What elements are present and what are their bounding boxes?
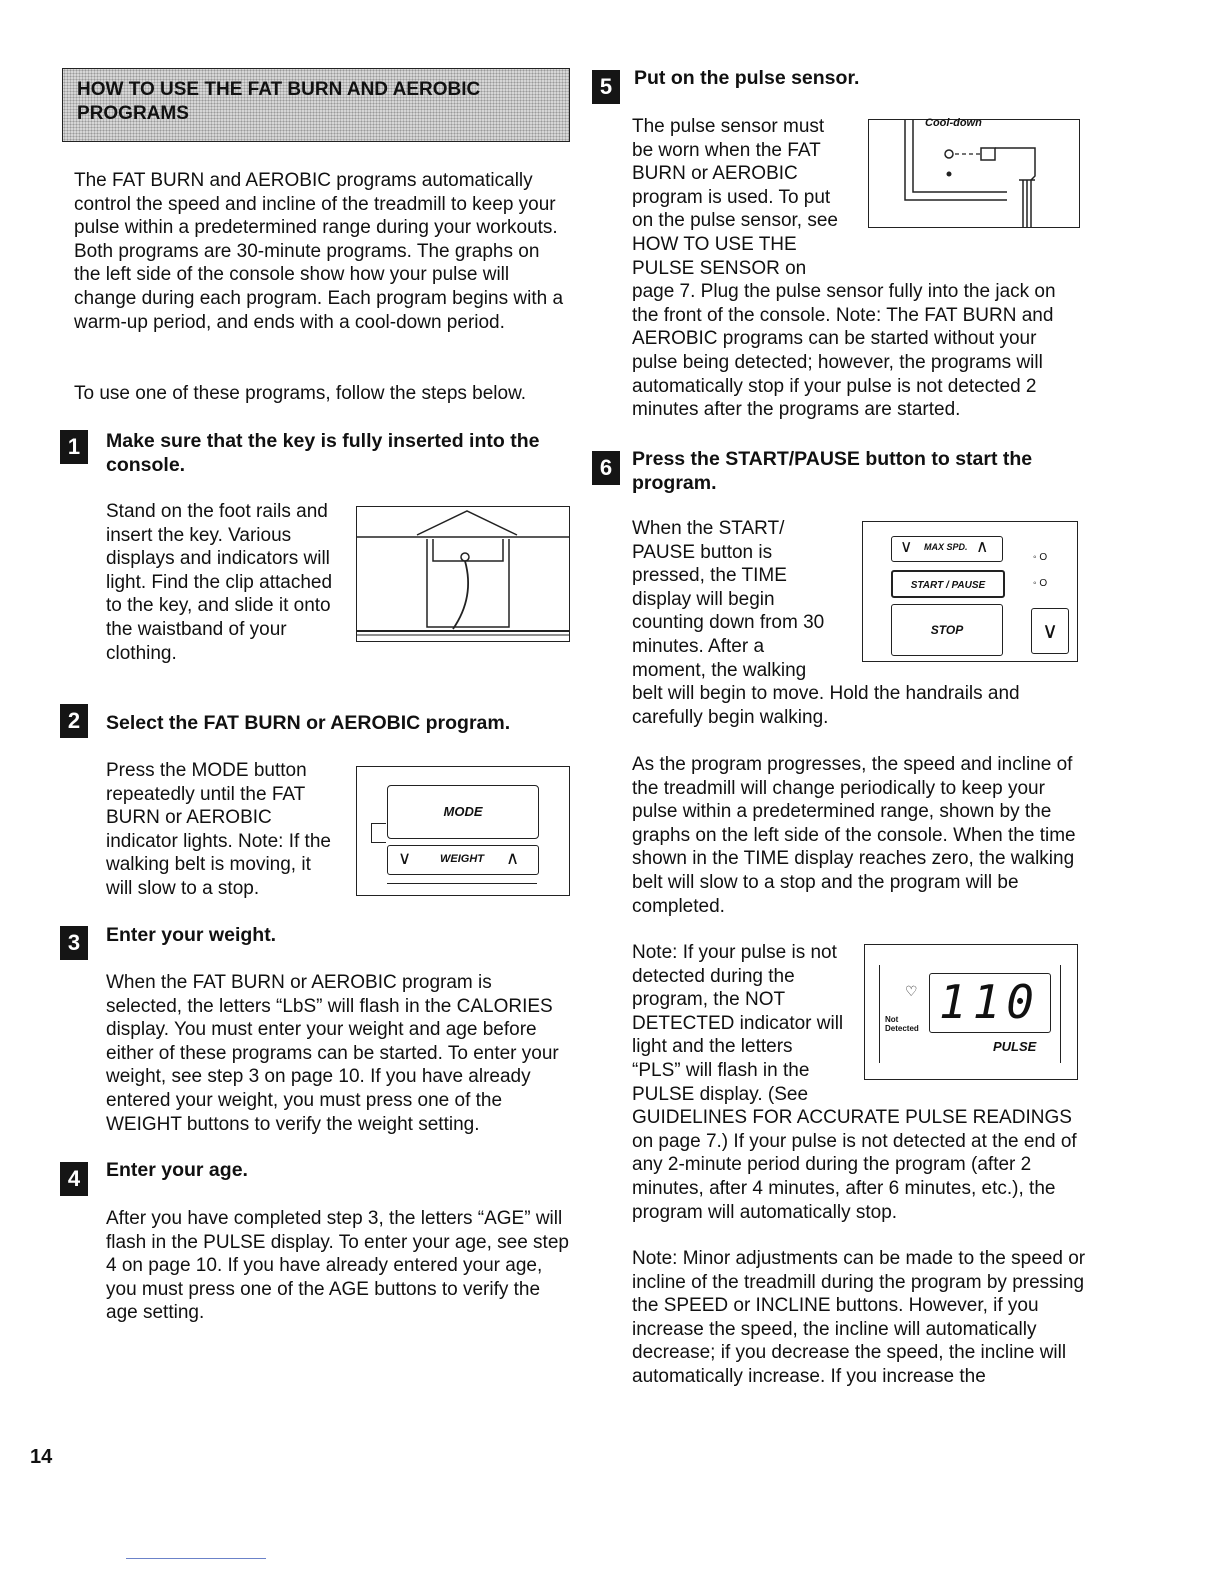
stop-button[interactable]: [891, 604, 1003, 656]
pulse-display-bezel: [879, 965, 1061, 1063]
weight-label: WEIGHT: [440, 853, 484, 865]
key-illustration: [357, 507, 569, 641]
maxspd-label: MAX SPD.: [924, 542, 968, 552]
mode-console-figure: [356, 766, 570, 896]
weight-down-icon[interactable]: ∨: [398, 848, 412, 868]
step-5-body-text: The pulse sensor must be worn when the FAT BURN or AEROBIC program is used. To put on the pulse sensor, see HOW TO USE THE PULSE SENSOR on page 7. Plug the pulse sensor fully into the jack on the front of the console. Note: The FAT BURN and AEROBIC programs can be started without your pulse being detected; however, the programs will automatically stop if your pulse is not detected 2 minutes after the programs are started.: [632, 116, 1056, 421]
step-6-paragraph-4: Note: Minor adjustments can be made to the speed or incline of the treadmill during the program by pressing the SPEED or INCLINE buttons. However, if you increase the speed, the incline will automatically decrease; if you decrease the speed, the incline will automatically increase. If you increase the: [632, 1248, 1086, 1387]
step-5-title: Put on the pulse sensor.: [634, 67, 860, 89]
intro-paragraph-2: To use one of these programs, follow the steps below.: [74, 383, 527, 404]
step-1-body: Stand on the foot rails and insert the key. Various displays and indicators will light. Find the clip attached to the key, and slide it onto the waistband of your clothing.: [106, 501, 333, 664]
heart-icon: ♡: [905, 983, 918, 999]
mode-button[interactable]: [387, 785, 539, 839]
mode-button-label: MODE: [443, 804, 483, 819]
weight-up-icon[interactable]: ∧: [506, 848, 520, 868]
maxspd-down-icon[interactable]: ∨: [900, 537, 913, 556]
pulse-label: PULSE: [993, 1039, 1037, 1054]
step-6-number: 6: [592, 451, 620, 485]
not-detected-indicator: Not Detected: [885, 1015, 919, 1033]
pulse-jack-illustration: [869, 120, 1079, 227]
intro-paragraph: The FAT BURN and AEROBIC programs automatically control the speed and incline of the treadmill to keep your pulse within a predetermined range during your workouts. Both programs are 30-minute programs. The graphs on the left side of the console show how your pulse will change during each program. Each program begins with a warm-up period, and ends with a cool-down period.: [74, 170, 564, 333]
start-pause-label: START / PAUSE: [910, 580, 986, 591]
lower-button-edge: [387, 883, 537, 894]
step-3-body: When the FAT BURN or AEROBIC program is selected, the letters “LbS” will flash in the CALORIES display. You must enter your weight and age before either of these programs can be started. To enter your weight, see step 3 on page 10. If you have already entered your weight, you must press one of the WEIGHT buttons to verify the weight setting.: [106, 972, 559, 1135]
start-pause-button[interactable]: [891, 570, 1005, 598]
step-4-number: 4: [60, 1162, 88, 1196]
step-4-title: Enter your age.: [106, 1159, 248, 1181]
maxspd-up-icon[interactable]: ∧: [976, 537, 989, 556]
key-console-figure: [356, 506, 570, 642]
section-title: HOW TO USE THE FAT BURN AND AEROBIC PROGRAMS: [77, 79, 481, 124]
pulse-digits: 110: [938, 975, 1040, 1029]
step-2-body: Press the MODE button repeatedly until the FAT BURN or AEROBIC indicator lights. Note: If the walking belt is moving, it will slow to a stop.: [106, 760, 331, 899]
step-2-title: Select the FAT BURN or AEROBIC program.: [106, 712, 511, 734]
weight-button-group: [387, 845, 539, 875]
max-speed-button-group: [891, 536, 1003, 562]
down-arrow-button[interactable]: ∨: [1031, 608, 1069, 654]
step-1-title: Make sure that the key is fully inserted into the console.: [106, 430, 540, 476]
step-1-number: 1: [60, 430, 88, 464]
indicator-light-2: ◦ O: [1033, 578, 1048, 589]
step-5-number: 5: [592, 70, 620, 104]
start-pause-console-figure: [862, 521, 1078, 662]
pulse-jack-figure: [868, 119, 1080, 228]
page-number: 14: [30, 1446, 53, 1468]
bottom-rule: [126, 1558, 266, 1559]
step-3-number: 3: [60, 926, 88, 960]
section-heading-box: [62, 68, 570, 142]
step-6-body-text: When the START/ PAUSE button is pressed, the TIME display will begin counting down from 30 minutes. After a moment, the walking belt will begin to move. Hold the handrails and carefully begin walking.: [632, 518, 1020, 728]
step-6-paragraph-3-text: Note: If your pulse is not detected during the program, the NOT DETECTED indicator will light and the letters “PLS” will flash in the PULSE display. (See GUIDELINES FOR ACCURATE PULSE READINGS on page 7.) If your pulse is not detected at the end of any 2-minute period during the program (after 2 minutes, after 4 minutes, after 6 minutes, etc.), the program will automatically stop.: [632, 942, 1077, 1223]
cooldown-label: Cool-down: [925, 117, 982, 129]
step-2-number: 2: [60, 704, 88, 738]
step-4-body: After you have completed step 3, the letters “AGE” will flash in the PULSE display. To enter your age, see step 4 on page 10. If you have already entered your age, you must press one of the AGE buttons to verify the age setting.: [106, 1208, 569, 1324]
stop-label: STOP: [930, 623, 964, 637]
indicator-bracket: [371, 823, 386, 843]
indicator-light-1: ◦ O: [1033, 552, 1048, 563]
step-3-title: Enter your weight.: [106, 924, 277, 946]
step-6-title: Press the START/PAUSE button to start the program.: [632, 448, 1033, 494]
step-6-paragraph-2: As the program progresses, the speed and incline of the treadmill will change periodically to keep your pulse within a predetermined range, shown by the graphs on the left side of the console. When the time shown in the TIME display reaches zero, the walking belt will slow to a stop and the program will be completed.: [632, 754, 1076, 917]
pulse-display-figure: [864, 944, 1078, 1080]
